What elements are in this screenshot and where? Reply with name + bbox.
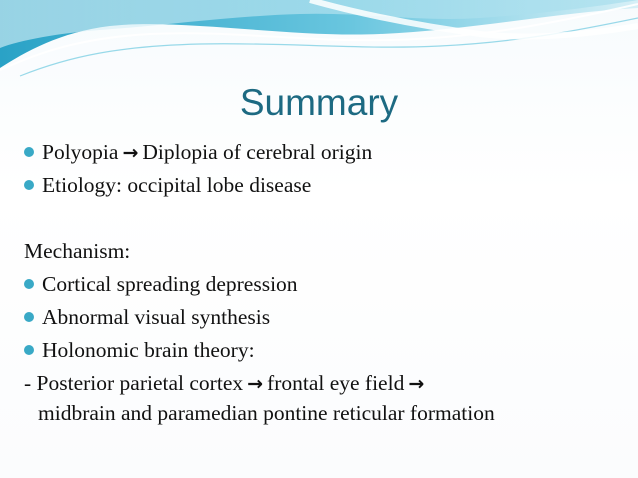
pathway-prefix: - [24, 371, 37, 395]
right-arrow-icon: → [122, 142, 139, 164]
bullet-text-cortical: Cortical spreading depression [42, 272, 298, 296]
bullet-dot-icon [24, 180, 34, 190]
bullet-dot-icon [24, 345, 34, 355]
right-arrow-icon: → [247, 373, 264, 395]
bullet-etiology [24, 171, 311, 199]
bullet-text-holonomic: Holonomic brain theory: [42, 338, 255, 362]
right-arrow-icon: → [408, 373, 425, 395]
section-heading-mechanism: Mechanism: [24, 239, 131, 263]
bullet-text-diplopia: Diplopia of cerebral origin [142, 140, 373, 164]
bullet-cortical [24, 270, 298, 298]
pathway-line-2: midbrain and paramedian pontine reticular formation [38, 401, 495, 425]
bullet-text-abnormal: Abnormal visual synthesis [42, 305, 271, 329]
bullet-text-polyopia: Polyopia [42, 140, 119, 164]
bullet-abnormal [24, 303, 270, 331]
pathway-step-frontal: frontal eye field [267, 371, 405, 395]
bullet-dot-icon [24, 147, 34, 157]
bullet-text-etiology: Etiology: occipital lobe disease [42, 173, 312, 197]
slide-title: Summary [239, 82, 399, 123]
bullet-dot-icon [24, 279, 34, 289]
pathway-step-parietal: Posterior parietal cortex [36, 371, 244, 395]
bullet-dot-icon [24, 312, 34, 322]
pathway-line-1 [24, 369, 428, 397]
bullet-holonomic [24, 336, 255, 364]
bullet-polyopia [24, 138, 372, 166]
header-wave-decoration [0, 0, 638, 80]
